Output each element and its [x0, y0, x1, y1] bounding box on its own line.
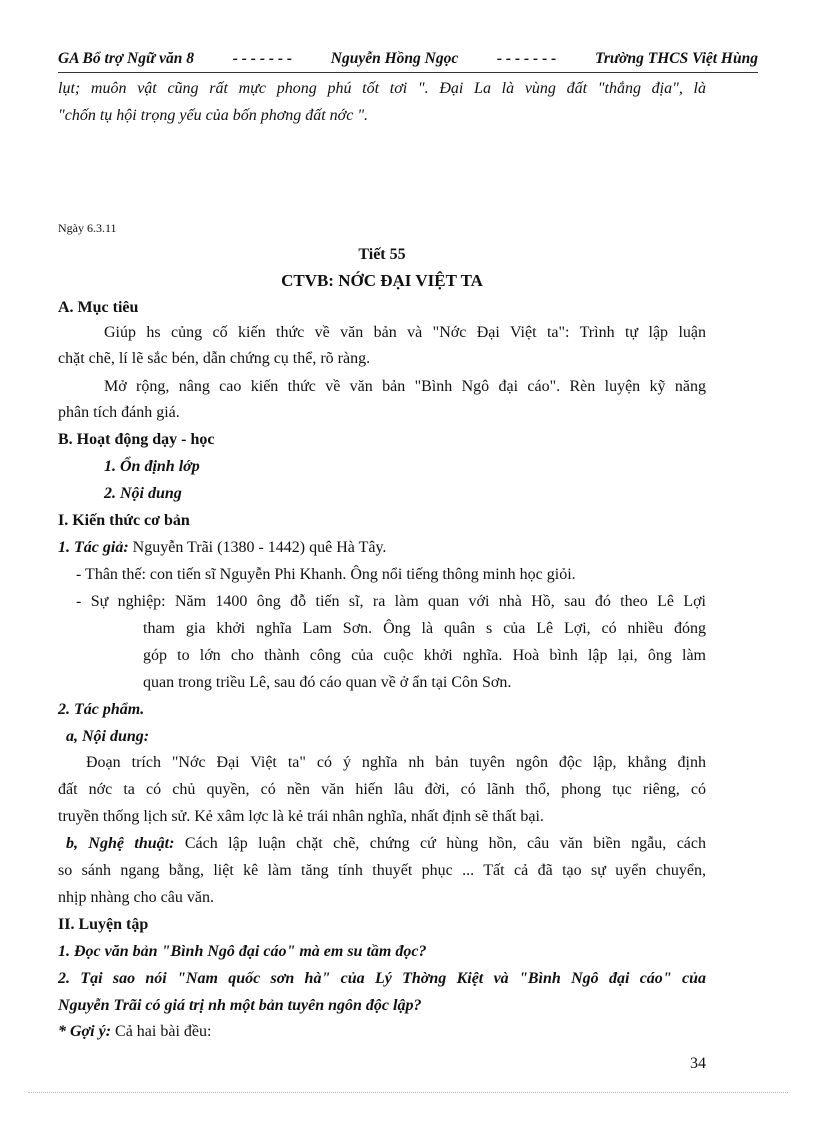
section-ii-heading: II. Luyện tập — [58, 916, 149, 933]
hint-text: Cả hai bài đều: — [115, 1023, 212, 1040]
art-text: Cách lập luận chặt chẽ, chứng cứ hùng hồn, câu văn biền ngẫu, cách — [184, 835, 707, 852]
art-label: b, Nghệ thuật: — [66, 835, 175, 852]
section-b-heading: B. Hoạt động dạy - học — [58, 431, 215, 448]
art-line-3: nhịp nhàng cho câu văn. — [58, 889, 214, 906]
content-line-2: đất nớc ta có chủ quyền, có nền văn hiến lâu đời, có lãnh thổ, phong tục riêng, có — [58, 781, 706, 798]
art-line-2: so sánh ngang bằng, liệt kê làm tăng tính thuyết phục ... Tất cả đã tạo sự uyển chuyển, — [58, 862, 706, 879]
lesson-number: Tiết 55 — [358, 246, 406, 263]
career-line-2: tham gia khởi nghĩa Lam Sơn. Ông là quân s của Lê Lợi, có nhiều đóng — [143, 620, 706, 637]
work-heading: 2. Tác phẩm. — [58, 701, 145, 718]
author-label: 1. Tác giả: — [58, 539, 129, 556]
intro-line-2: "chốn tụ hội trọng yếu của bốn phơng đất nớc ". — [58, 107, 369, 124]
header-left: GA Bổ trợ Ngữ văn 8 — [58, 50, 195, 67]
header-school: Trường THCS Việt Hùng — [594, 50, 758, 67]
objective-1-line-1: Giúp hs củng cố kiến thức về văn bản và "Nớc Đại Việt ta": Trình tự lập luận — [104, 324, 706, 341]
objective-1-line-2: chặt chẽ, lí lẽ sắc bén, dẫn chứng cụ thể, rõ ràng. — [58, 350, 371, 367]
content-line-1: Đoạn trích "Nớc Đại Việt ta" có ý nghĩa nh bản tuyên ngôn độc lập, khẳng định — [86, 754, 706, 771]
page-number: 34 — [690, 1055, 706, 1072]
hint-label: * Gợi ý: — [58, 1023, 112, 1040]
author-line — [58, 538, 706, 558]
header-dashes-1: - - - - - - - — [232, 50, 293, 67]
author-text: Nguyễn Trãi (1380 - 1442) quê Hà Tây. — [132, 539, 387, 556]
exercise-2-line-1: 2. Tại sao nói "Nam quốc sơn hà" của Lý Thờng Kiệt và "Bình Ngô đại cáo" của — [58, 970, 706, 987]
author-bio: - Thân thế: con tiến sĩ Nguyễn Phi Khanh. Ông nổi tiếng thông minh học giỏi. — [76, 566, 576, 583]
lesson-date: Ngày 6.3.11 — [58, 221, 117, 235]
exercise-1: 1. Đọc văn bản "Bình Ngô đại cáo" mà em su tầm đọc? — [58, 943, 427, 960]
career-line-1: - Sự nghiệp: Năm 1400 ông đỗ tiến sĩ, ra làm quan với nhà Hồ, sau đó theo Lê Lợi — [76, 593, 706, 610]
content-heading: a, Nội dung: — [66, 728, 150, 745]
objective-2-line-1: Mở rộng, nâng cao kiến thức về văn bản "Bình Ngô đại cáo". Rèn luyện kỹ năng — [104, 378, 706, 395]
lesson-title: CTVB: NỚC ĐẠI VIỆT TA — [281, 271, 483, 290]
career-line-4: quan trong triều Lê, sau đó cáo quan về ở ẩn tại Côn Sơn. — [143, 674, 512, 691]
hint-line — [58, 1022, 706, 1042]
header-dashes-2: - - - - - - - — [496, 50, 557, 67]
section-a-heading: A. Mục tiêu — [58, 299, 139, 316]
section-i-heading: I. Kiến thức cơ bản — [58, 512, 190, 529]
header-author: Nguyễn Hồng Ngọc — [330, 50, 459, 67]
content-line-3: truyền thống lịch sử. Kẻ xâm lợc là kẻ trái nhân nghĩa, nhất định sẽ thất bại. — [58, 808, 544, 825]
page-bottom-border — [28, 1092, 788, 1093]
page-header — [58, 50, 758, 68]
header-divider — [58, 72, 758, 73]
career-line-3: góp to lớn cho thành công của cuộc khởi nghĩa. Hoà bình lập lại, ông làm — [143, 647, 706, 664]
section-b-item-1: 1. Ổn định lớp — [104, 458, 200, 475]
objective-2-line-2: phân tích đánh giá. — [58, 404, 180, 421]
exercise-2-line-2: Nguyễn Trãi có giá trị nh một bản tuyên ngôn độc lập? — [58, 997, 422, 1014]
intro-line-1: lụt; muôn vật cũng rất mực phong phú tốt tơi ". Đại La là vùng đất "thắng địa", là — [58, 80, 706, 97]
section-b-item-2: 2. Nội dung — [104, 485, 182, 502]
art-line-1 — [66, 834, 706, 854]
